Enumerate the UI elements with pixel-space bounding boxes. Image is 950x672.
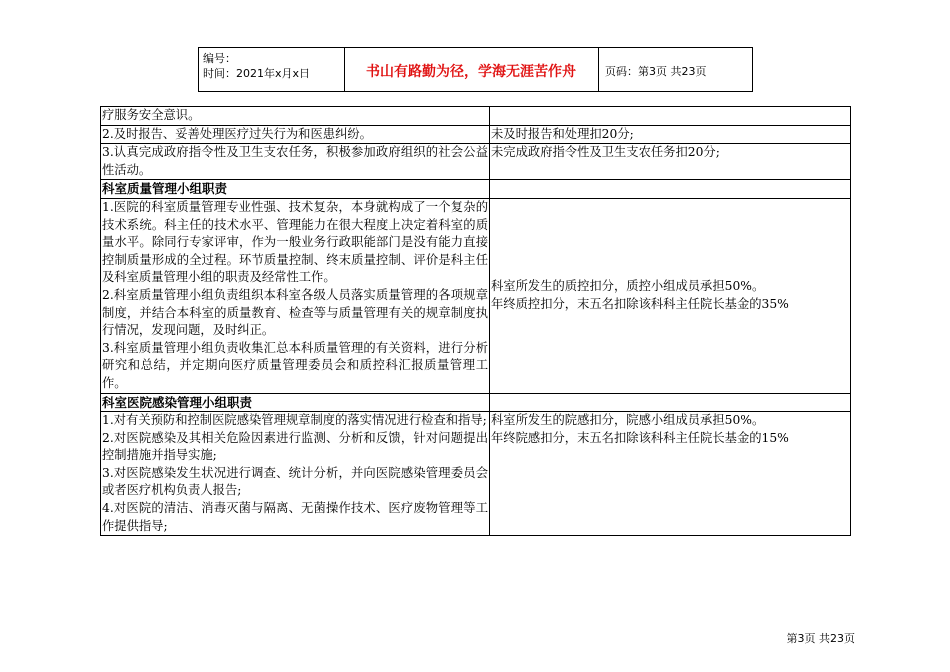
header-page-number: 页码：第3页 共23页 (605, 65, 707, 78)
duty-cell (101, 198, 490, 393)
header-meta-cell (199, 48, 345, 91)
duty-item: 2.对医院感染及其相关危险因素进行监测、分析和反馈，针对问题提出控制措施并指导实施; (102, 430, 488, 463)
duty-item: 3.科室质量管理小组负责收集汇总本科质量管理的有关资料，进行分析研究和总结，并定期向医疗质量管理委员会和质控科汇报质量管理工作。 (102, 340, 488, 390)
document-number-label: 编号： (203, 52, 236, 65)
section-title-empty-cell (490, 393, 851, 412)
penalty-item: 科室所发生的质控扣分，质控小组成员承担50%。 (491, 279, 765, 294)
duty-cell (101, 412, 490, 536)
responsibility-table (100, 106, 851, 536)
duty-item: 1.对有关预防和控制医院感染管理规章制度的落实情况进行检查和指导; (102, 413, 487, 428)
duty-item: 1.医院的科室质量管理专业性强、技术复杂，本身就构成了一个复杂的技术系统。科主任的技术水平、管理能力在很大程度上决定着科室的质量水平。除同行专家评审，作为一般业务行政职能部门是没有能力直接控制质量形成的全过程。环节质量控制、终末质量控制、评价是科主任及科室质量管理小组的职责及经常性工作。 (102, 199, 488, 285)
duty-cell: 2.及时报告、妥善处理医疗过失行为和医患纠纷。 (101, 125, 490, 144)
section-heading-row (101, 180, 851, 199)
duty-item: 3.对医院感染发生状况进行调查、统计分析，并向医院感染管理委员会或者医疗机构负责人报告; (102, 465, 488, 498)
duty-cell: 3.认真完成政府指令性及卫生支农任务，积极参加政府组织的社会公益性活动。 (101, 144, 490, 180)
header-motto-cell (344, 48, 599, 91)
penalty-cell (490, 107, 851, 126)
document-time-label: 时间：2021年x月x日 (203, 67, 311, 80)
section-heading-row (101, 393, 851, 412)
duty-cell: 疗服务安全意识。 (101, 107, 490, 126)
header-motto: 书山有路勤为径，学海无涯苦作舟 (366, 64, 576, 80)
table-row (101, 412, 851, 536)
penalty-cell: 未完成政府指令性及卫生支农任务扣20分; (490, 144, 851, 180)
section-title-infection: 科室医院感染管理小组职责 (101, 393, 490, 412)
table-row (101, 107, 851, 126)
duty-item: 2.科室质量管理小组负责组织本科室各级人员落实质量管理的各项规章制度，并结合本科室的质量教育、检查等与质量管理有关的规章制度执行情况，发现问题，及时纠正。 (102, 287, 488, 338)
header-page-cell (599, 48, 752, 91)
footer-page-number: 第3页 共23页 (786, 632, 855, 645)
penalty-cell (490, 412, 851, 536)
duty-item: 4.对医院的清洁、消毒灭菌与隔离、无菌操作技术、医疗废物管理等工作提供指导; (102, 501, 488, 533)
table-row (101, 144, 851, 180)
section-title-quality: 科室质量管理小组职责 (101, 180, 490, 199)
penalty-cell: 未及时报告和处理扣20分; (490, 125, 851, 144)
table-row (101, 198, 851, 393)
penalty-cell (490, 198, 851, 393)
section-title-empty-cell (490, 180, 851, 199)
penalty-item: 科室所发生的院感扣分，院感小组成员承担50%。 (491, 413, 765, 428)
table-row (101, 125, 851, 144)
penalty-item: 年终质控扣分，末五名扣除该科科主任院长基金的35% (491, 296, 789, 311)
document-header (198, 47, 753, 92)
penalty-item: 年终院感扣分，末五名扣除该科科主任院长基金的15% (491, 430, 789, 445)
